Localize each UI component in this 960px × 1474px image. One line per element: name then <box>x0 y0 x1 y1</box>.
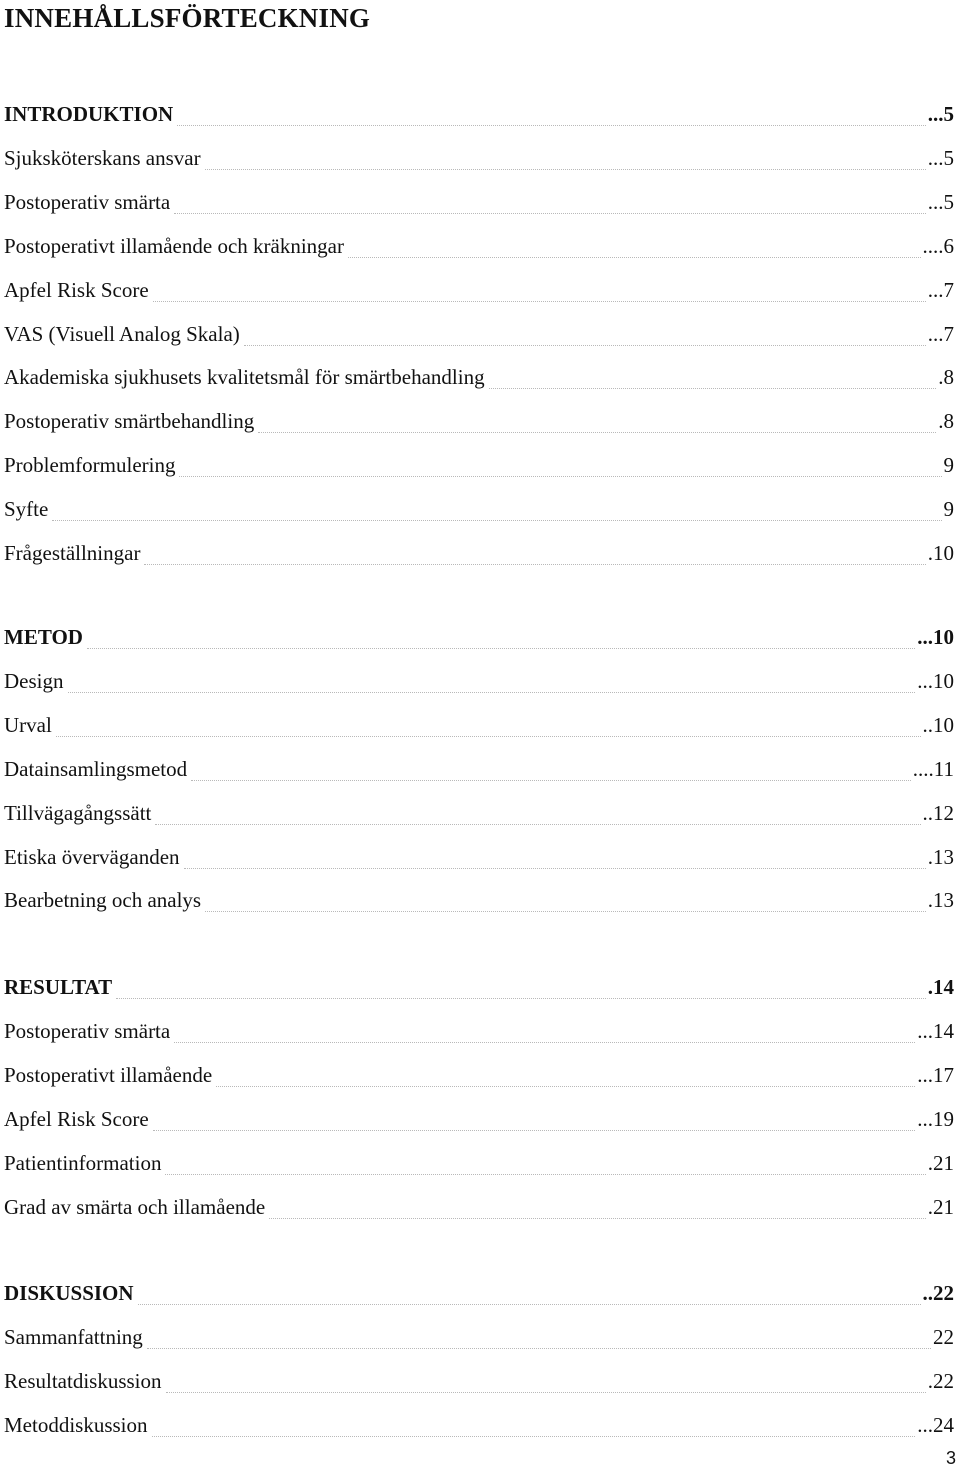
toc-entry-page: .13 <box>927 844 954 869</box>
toc-entry-page: .22 <box>927 1368 954 1393</box>
toc-entry-label: Syfte <box>4 497 49 522</box>
toc-entry-label: Tillvägagångssätt <box>4 800 152 825</box>
toc-entry-label: Sjuksköterskans ansvar <box>4 145 201 170</box>
dot-leader <box>155 824 920 825</box>
dot-leader <box>116 998 926 999</box>
toc-entry[interactable] <box>4 322 954 356</box>
toc-entry[interactable] <box>4 1369 954 1403</box>
toc-entry-label: Resultatdiskussion <box>4 1368 162 1393</box>
dot-leader <box>166 1392 926 1393</box>
dot-leader <box>174 1042 915 1043</box>
toc-entry-page: ...7 <box>927 277 954 302</box>
dot-leader <box>244 345 926 346</box>
toc-entry-page: .14 <box>927 975 954 999</box>
toc-entry-label: Postoperativt illamående och kräkningar <box>4 233 344 258</box>
dot-leader <box>489 388 937 389</box>
toc-section-heading[interactable] <box>4 975 954 1009</box>
toc-entry-page: .8 <box>938 365 954 390</box>
toc-title: INNEHÅLLSFÖRTECKNING <box>4 3 371 33</box>
toc-entry-page: 22 <box>933 1324 954 1349</box>
toc-entry[interactable] <box>4 497 954 531</box>
toc-entry-label: Apfel Risk Score <box>4 1106 149 1131</box>
toc-entry-page: ...5 <box>927 102 954 126</box>
toc-entry-page: .13 <box>927 888 954 913</box>
dot-leader <box>258 432 936 433</box>
toc-entry-page: .10 <box>927 541 954 565</box>
toc-entry[interactable] <box>4 713 954 747</box>
dot-leader <box>56 736 921 737</box>
toc-entry-page: ....6 <box>922 233 954 258</box>
toc-entry[interactable] <box>4 365 954 399</box>
toc-entry[interactable] <box>4 409 954 443</box>
toc-entry[interactable] <box>4 845 954 879</box>
dot-leader <box>179 476 941 477</box>
toc-entry-label: Metoddiskussion <box>4 1412 148 1437</box>
toc-entry-page: ...5 <box>927 145 954 170</box>
toc-entry[interactable] <box>4 146 954 180</box>
toc-section-heading[interactable] <box>4 102 954 136</box>
toc-entry-page: ...19 <box>917 1106 954 1131</box>
toc-section-heading[interactable] <box>4 625 954 659</box>
toc-entry[interactable] <box>4 190 954 224</box>
dot-leader <box>87 648 915 649</box>
toc-entry-page: ..22 <box>922 1281 954 1305</box>
toc-entry-page: 9 <box>943 453 954 478</box>
dot-leader <box>147 1348 931 1349</box>
toc-entry[interactable] <box>4 278 954 312</box>
toc-entry-label: METOD <box>4 625 83 649</box>
toc-entry-label: Bearbetning och analys <box>4 888 202 913</box>
toc-section-heading[interactable] <box>4 1281 954 1315</box>
dot-leader <box>52 520 941 521</box>
toc-entry-page: ...10 <box>917 625 954 649</box>
toc-entry-page: ...5 <box>927 189 954 214</box>
toc-entry[interactable] <box>4 234 954 268</box>
toc-entry-label: Postoperativ smärtbehandling <box>4 409 255 434</box>
toc-entry[interactable] <box>4 1107 954 1141</box>
toc-entry-page: .21 <box>927 1150 954 1175</box>
dot-leader <box>348 257 921 258</box>
toc-entry[interactable] <box>4 541 954 575</box>
toc-entry-label: Postoperativt illamående <box>4 1062 213 1087</box>
toc-entry-label: Urval <box>4 712 52 737</box>
toc-entry-label: Frågeställningar <box>4 541 141 565</box>
toc-entry-page: 9 <box>943 497 954 522</box>
toc-entry[interactable] <box>4 1325 954 1359</box>
toc-entry-page: ...14 <box>917 1018 954 1043</box>
toc-entry-page: ....11 <box>912 756 954 781</box>
toc-entry-label: Problemformulering <box>4 453 176 478</box>
toc-entry-label: Postoperativ smärta <box>4 189 171 214</box>
toc-entry-page: ...7 <box>927 321 954 346</box>
page-number: 3 <box>945 1448 956 1468</box>
dot-leader <box>152 1436 916 1437</box>
toc-entry-label: DISKUSSION <box>4 1281 134 1305</box>
toc-entry-label: Design <box>4 668 64 693</box>
dot-leader <box>184 868 926 869</box>
toc-entry-label: Datainsamlingsmetod <box>4 756 188 781</box>
dot-leader <box>153 301 926 302</box>
toc-entry-page: ...10 <box>917 668 954 693</box>
toc-entry[interactable] <box>4 1151 954 1185</box>
toc-entry[interactable] <box>4 1063 954 1097</box>
toc-entry-label: Postoperativ smärta <box>4 1018 171 1043</box>
toc-entry-label: VAS (Visuell Analog Skala) <box>4 321 240 346</box>
toc-entry[interactable] <box>4 1019 954 1053</box>
dot-leader <box>174 213 926 214</box>
toc-entry[interactable] <box>4 1413 954 1447</box>
toc-entry-page: ..12 <box>922 800 954 825</box>
toc-entry-label: INTRODUKTION <box>4 102 174 126</box>
toc-entry-page: .8 <box>938 409 954 434</box>
toc-entry-page: ..10 <box>922 712 954 737</box>
toc-entry-label: Akademiska sjukhusets kvalitetsmål för smärtbehandling <box>4 365 485 390</box>
toc-entry[interactable] <box>4 757 954 791</box>
toc-entry[interactable] <box>4 1195 954 1229</box>
dot-leader <box>138 1304 921 1305</box>
toc-entry-label: Apfel Risk Score <box>4 277 149 302</box>
toc-entry-label: Patientinformation <box>4 1150 162 1175</box>
toc-entry-label: Grad av smärta och illamående <box>4 1194 266 1219</box>
dot-leader <box>165 1174 925 1175</box>
toc-entry[interactable] <box>4 669 954 703</box>
toc-entry[interactable] <box>4 801 954 835</box>
dot-leader <box>269 1218 926 1219</box>
toc-entry-label: Sammanfattning <box>4 1324 143 1349</box>
dot-leader <box>191 780 911 781</box>
dot-leader <box>177 125 926 126</box>
toc-entry-page: ...24 <box>917 1412 954 1437</box>
dot-leader <box>205 169 926 170</box>
dot-leader <box>216 1086 915 1087</box>
dot-leader <box>68 692 916 693</box>
toc-entry[interactable] <box>4 453 954 487</box>
dot-leader <box>144 564 925 565</box>
toc-entry-page: .21 <box>927 1194 954 1219</box>
toc-entry-label: RESULTAT <box>4 975 113 999</box>
dot-leader <box>205 911 926 912</box>
toc-entry-page: ...17 <box>917 1062 954 1087</box>
toc-entry-label: Etiska överväganden <box>4 844 180 869</box>
toc-entry[interactable] <box>4 888 954 922</box>
dot-leader <box>153 1130 916 1131</box>
